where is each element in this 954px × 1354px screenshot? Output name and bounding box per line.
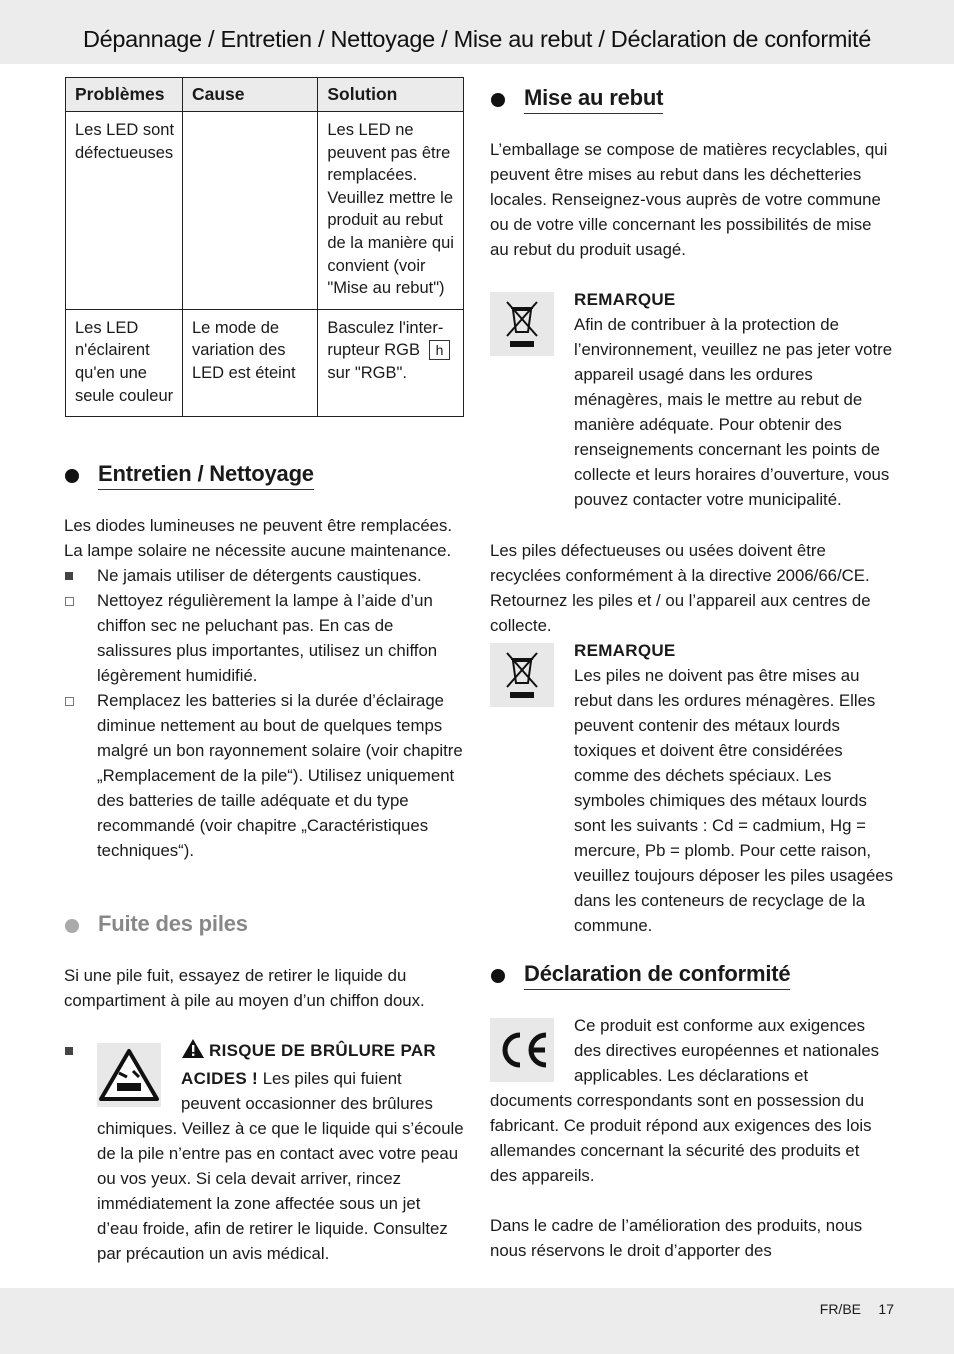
table-cell-solution — [318, 309, 464, 416]
rebut-piles: Les piles défectueuses ou usées doivent être recyclées conformément à la directive 2006/66/CE. Retournez les piles et / ou l’appareil aux centres de collecte. — [490, 541, 871, 635]
list-item — [64, 588, 466, 688]
square-outline-bullet-icon — [65, 697, 74, 706]
section-title: Entretien / Nettoyage — [98, 461, 314, 490]
section-heading-rebut — [490, 85, 663, 114]
note-remarque-1 — [574, 287, 894, 512]
square-bullet-icon — [65, 1047, 73, 1055]
table-row — [66, 309, 464, 416]
list-item-text: Remplacez les batteries si la durée d’éclairage diminue nettement au bout de quelques temps malgré un bon rayonnement solaire (voir chapitre „Remplacement de la pile“). Utilisez uniquement des batteries de taille adéquate et du type recommandé (voir chapitre „Caractéristiques techniques“). — [97, 691, 463, 860]
footer-language: FR/BE — [819, 1301, 861, 1317]
fuite-intro: Si une pile fuit, essayez de retirer le liquide du compartiment à pile au moyen d’un chiffon doux. — [64, 966, 425, 1010]
note-text: Les piles ne doivent pas être mises au rebut dans les ordures ménagères. Elles peuvent contenir des métaux lourds toxiques et doivent être considérées comme des déchets spéciaux. Les symboles chimiques des métaux lourds sont les suivants : Cd = cadmium, Hg = mercure, Pb = plomb. Pour cette raison, veuillez toujours déposer les piles usagées dans les conteneurs de recyclage de la commune. — [574, 666, 894, 935]
list-item-text: Nettoyez régulièrement la lampe à l’aide d’un chiffon sec ne peluchant pas. En cas de salissures plus importantes, utilisez un chiffon légèrement humidifié. — [97, 591, 438, 685]
section-heading-fuite — [64, 911, 248, 939]
section-title: Mise au rebut — [524, 85, 663, 114]
section-title: Déclaration de conformité — [524, 961, 790, 990]
paragraph: Les diodes lumineuses ne peuvent être remplacées. La lampe solaire ne nécessite aucune maintenance. — [64, 516, 453, 560]
table-header-row — [66, 78, 464, 112]
table-header-cell: Problèmes — [66, 78, 183, 112]
solution-text: sur "RGB". — [327, 363, 407, 382]
page-footer — [0, 1288, 954, 1354]
list-item-text: Ne jamais utiliser de détergents caustiques. — [97, 566, 422, 585]
warning-title: RISQUE DE BRÛLURE PAR ACIDES ! — [181, 1041, 437, 1088]
bullet-icon — [491, 969, 505, 983]
list-item — [64, 688, 466, 863]
solution-text: Basculez l'inter-rupteur RGB — [327, 318, 444, 360]
warning-text: Les piles qui fuient peuvent occasionner des brûlures chimiques. Veillez à ce que le liquide qui s’écoule de la pile n’entre pas en contact avec votre peau ou vos yeux. Si cela devait arriver, rincez immédiatement la zone affectée sous un jet d’eau froide, afin de retirer le liquide. Consultez par précaution un avis médical. — [97, 1069, 464, 1263]
paragraph: Dans le cadre de l’amélioration des produits, nous nous réservons le droit d’apporter des — [490, 1216, 863, 1260]
table-cell-cause: Le mode de variation des LED est éteint — [182, 309, 317, 416]
square-outline-bullet-icon — [65, 597, 74, 606]
note-text: Afin de contribuer à la protection de l’environnement, veuillez ne pas jeter votre appareil usagé dans les ordures ménagères, mais le mettre au rebut de manière adéquate. Pour obtenir des renseignements concernant les points de collecte et leurs horaires d’ouverture, vous pouvez contacter votre municipalité. — [574, 315, 893, 509]
table-header-cell: Solution — [318, 78, 464, 112]
warning-triangle-icon — [181, 1038, 205, 1066]
square-bullet-icon — [65, 572, 73, 580]
acid-warning — [97, 1038, 464, 1266]
table-cell-cause — [182, 112, 317, 310]
entretien-body — [64, 513, 466, 863]
page-title: Dépannage / Entretien / Nettoyage / Mise au rebut / Déclaration de conformité — [82, 26, 872, 52]
section-heading-entretien — [64, 461, 314, 490]
table-row — [66, 112, 464, 310]
section-heading-conformite — [490, 961, 790, 990]
note-title: REMARQUE — [574, 290, 676, 309]
bullet-icon — [65, 469, 79, 483]
page-number: 17 — [878, 1301, 894, 1317]
switch-key-label: h — [429, 340, 451, 360]
note-title: REMARQUE — [574, 641, 676, 660]
table-cell-solution: Les LED ne peuvent pas être remplacées. Veuillez mettre le produit au rebut de la manière qui convient (voir "Mise au rebut") — [318, 112, 464, 310]
paragraph: Ce produit est conforme aux exigences des directives européennes et nationales applicables. Les déclarations et documents correspondants sont en possession du fabricant. Ce produit répond aux exigences des lois allemandes concernant la sécurité des produits et des appareils. — [490, 1016, 880, 1185]
conformite-body — [490, 1013, 890, 1263]
table-header-cell: Cause — [182, 78, 317, 112]
table-cell-problem: Les LED sont défectueuses — [66, 112, 183, 310]
note-remarque-2 — [574, 638, 894, 938]
troubleshooting-table — [65, 77, 464, 417]
list-item — [64, 563, 466, 588]
rebut-intro: L’emballage se compose de matières recyclables, qui peuvent être mises au rebut dans les déchetteries locales. Renseignez-vous auprès de votre commune ou de votre ville concernant les possibilités de mise au rebut du produit usagé. — [490, 140, 888, 259]
bullet-icon — [491, 93, 505, 107]
bullet-icon — [65, 919, 79, 933]
table-cell-problem: Les LED n'éclairent qu'en une seule couleur — [66, 309, 183, 416]
crossed-bin-icon — [490, 643, 554, 707]
section-title: Fuite des piles — [98, 911, 248, 936]
crossed-bin-icon — [490, 292, 554, 356]
